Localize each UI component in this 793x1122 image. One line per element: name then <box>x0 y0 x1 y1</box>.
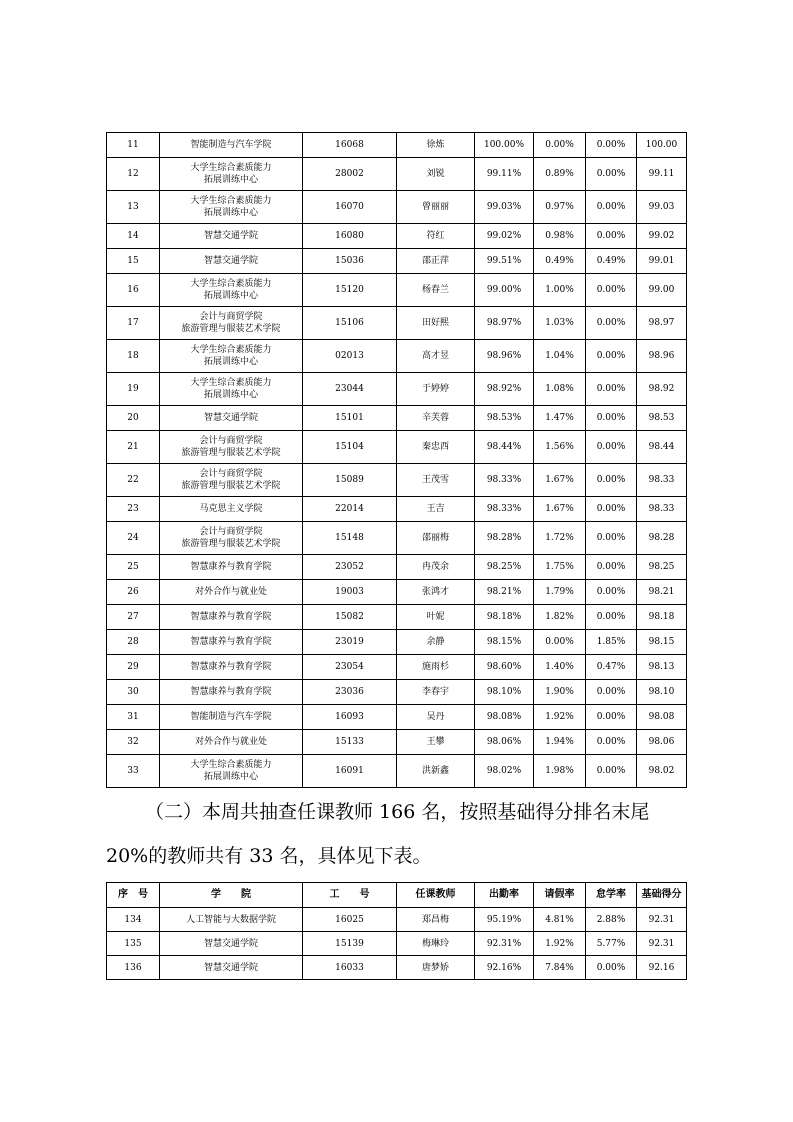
cell-absence: 0.00% <box>586 956 637 980</box>
cell-college <box>160 932 303 956</box>
cell-teacher: 张鸿才 <box>397 580 475 605</box>
ranking-table-top-body <box>107 133 687 788</box>
college-line: 大学生综合素质能力 <box>190 196 272 206</box>
college-line: 拓展训练中心 <box>203 208 258 218</box>
college-line: 会计与商贸学院 <box>199 312 263 322</box>
cell-attendance: 98.92% <box>475 373 534 406</box>
cell-leave: 1.82% <box>534 605 586 630</box>
cell-college <box>160 630 303 655</box>
college-line: 会计与商贸学院 <box>199 527 263 537</box>
cell-no: 135 <box>107 932 160 956</box>
cell-score: 99.03 <box>637 191 687 224</box>
cell-no: 16 <box>107 274 160 307</box>
cell-college <box>160 605 303 630</box>
cell-absence: 0.00% <box>586 464 637 497</box>
college-line: 拓展训练中心 <box>203 772 258 782</box>
cell-absence: 0.00% <box>586 555 637 580</box>
cell-absence: 0.00% <box>586 730 637 755</box>
cell-absence: 0.00% <box>586 605 637 630</box>
cell-leave: 1.00% <box>534 274 586 307</box>
cell-no: 25 <box>107 555 160 580</box>
cell-id: 23036 <box>303 680 397 705</box>
cell-attendance: 98.10% <box>475 680 534 705</box>
college-line: 拓展训练中心 <box>203 291 258 301</box>
cell-id: 16080 <box>303 224 397 249</box>
cell-score: 99.01 <box>637 249 687 274</box>
table-row <box>107 249 687 274</box>
cell-leave: 1.67% <box>534 464 586 497</box>
college-line: 智慧交通学院 <box>203 962 258 973</box>
college-line: 拓展训练中心 <box>203 357 258 367</box>
header-college: 学 院 <box>160 883 303 908</box>
cell-college <box>160 340 303 373</box>
header-id: 工 号 <box>303 883 397 908</box>
table-row <box>107 522 687 555</box>
cell-score: 92.31 <box>637 932 687 956</box>
cell-college <box>160 655 303 680</box>
cell-absence: 0.00% <box>586 191 637 224</box>
cell-leave: 0.00% <box>534 630 586 655</box>
cell-college <box>160 908 303 932</box>
cell-leave: 0.98% <box>534 224 586 249</box>
cell-no: 26 <box>107 580 160 605</box>
cell-college <box>160 705 303 730</box>
table-row <box>107 373 687 406</box>
header-absence: 怠学率 <box>586 883 637 908</box>
cell-college <box>160 224 303 249</box>
cell-attendance: 98.44% <box>475 431 534 464</box>
table-row <box>107 655 687 680</box>
cell-teacher: 秦忠西 <box>397 431 475 464</box>
ranking-table-top <box>106 132 687 788</box>
college-line: 拓展训练中心 <box>203 390 258 400</box>
cell-score: 98.33 <box>637 497 687 522</box>
cell-id: 02013 <box>303 340 397 373</box>
ranking-table-bottom <box>106 882 687 980</box>
cell-college <box>160 580 303 605</box>
cell-id: 16091 <box>303 755 397 788</box>
cell-college <box>160 730 303 755</box>
cell-college <box>160 274 303 307</box>
cell-attendance: 98.25% <box>475 555 534 580</box>
header-no: 序 号 <box>107 883 160 908</box>
college-line: 会计与商贸学院 <box>199 436 263 446</box>
cell-attendance: 98.53% <box>475 406 534 431</box>
cell-no: 24 <box>107 522 160 555</box>
cell-teacher: 王吉 <box>397 497 475 522</box>
cell-attendance: 92.31% <box>475 932 534 956</box>
cell-teacher: 梅琳玲 <box>397 932 475 956</box>
college-line: 对外合作与就业处 <box>194 737 267 747</box>
cell-leave: 1.94% <box>534 730 586 755</box>
cell-leave: 1.47% <box>534 406 586 431</box>
cell-leave: 4.81% <box>534 908 586 932</box>
cell-score: 98.25 <box>637 555 687 580</box>
cell-id: 15036 <box>303 249 397 274</box>
cell-college <box>160 464 303 497</box>
table-row <box>107 406 687 431</box>
college-line: 旅游管理与服装艺术学院 <box>181 448 281 458</box>
cell-leave: 1.90% <box>534 680 586 705</box>
header-attendance: 出勤率 <box>475 883 534 908</box>
cell-id: 15089 <box>303 464 397 497</box>
cell-teacher: 叶妮 <box>397 605 475 630</box>
cell-absence: 0.00% <box>586 431 637 464</box>
cell-absence: 0.00% <box>586 580 637 605</box>
table-row <box>107 340 687 373</box>
cell-leave: 1.56% <box>534 431 586 464</box>
college-line: 拓展训练中心 <box>203 175 258 185</box>
table-header-row <box>107 883 687 908</box>
table-row <box>107 191 687 224</box>
college-line: 旅游管理与服装艺术学院 <box>181 481 281 491</box>
table-row <box>107 133 687 158</box>
table-row <box>107 908 687 932</box>
cell-leave: 1.03% <box>534 307 586 340</box>
cell-no: 20 <box>107 406 160 431</box>
cell-college <box>160 555 303 580</box>
cell-score: 99.00 <box>637 274 687 307</box>
college-line: 智慧康养与教育学院 <box>190 612 272 622</box>
cell-college <box>160 158 303 191</box>
cell-no: 33 <box>107 755 160 788</box>
table-row <box>107 307 687 340</box>
cell-no: 28 <box>107 630 160 655</box>
table-row <box>107 730 687 755</box>
cell-attendance: 98.97% <box>475 307 534 340</box>
cell-college <box>160 522 303 555</box>
cell-score: 98.13 <box>637 655 687 680</box>
cell-teacher: 洪新鑫 <box>397 755 475 788</box>
cell-score: 92.31 <box>637 908 687 932</box>
cell-id: 15101 <box>303 406 397 431</box>
cell-attendance: 99.11% <box>475 158 534 191</box>
cell-teacher: 田好熙 <box>397 307 475 340</box>
cell-absence: 2.88% <box>586 908 637 932</box>
cell-college <box>160 431 303 464</box>
cell-no: 18 <box>107 340 160 373</box>
table-row <box>107 956 687 980</box>
college-line: 大学生综合素质能力 <box>190 378 272 388</box>
cell-teacher: 冉茂余 <box>397 555 475 580</box>
college-line: 对外合作与就业处 <box>194 587 267 597</box>
cell-attendance: 99.02% <box>475 224 534 249</box>
cell-absence: 0.00% <box>586 373 637 406</box>
cell-college <box>160 373 303 406</box>
header-teacher: 任课教师 <box>397 883 475 908</box>
cell-attendance: 100.00% <box>475 133 534 158</box>
cell-no: 15 <box>107 249 160 274</box>
cell-teacher: 吴丹 <box>397 705 475 730</box>
cell-teacher: 邵正萍 <box>397 249 475 274</box>
cell-no: 17 <box>107 307 160 340</box>
cell-attendance: 98.06% <box>475 730 534 755</box>
cell-attendance: 98.33% <box>475 497 534 522</box>
table-row <box>107 580 687 605</box>
cell-id: 16033 <box>303 956 397 980</box>
cell-id: 22014 <box>303 497 397 522</box>
header-leave: 请假率 <box>534 883 586 908</box>
college-line: 大学生综合素质能力 <box>190 163 272 173</box>
cell-no: 12 <box>107 158 160 191</box>
cell-id: 16070 <box>303 191 397 224</box>
cell-no: 32 <box>107 730 160 755</box>
cell-absence: 0.00% <box>586 705 637 730</box>
table-row <box>107 274 687 307</box>
cell-absence: 0.00% <box>586 133 637 158</box>
cell-leave: 1.04% <box>534 340 586 373</box>
cell-score: 98.18 <box>637 605 687 630</box>
cell-id: 28002 <box>303 158 397 191</box>
cell-id: 16025 <box>303 908 397 932</box>
cell-absence: 0.47% <box>586 655 637 680</box>
cell-teacher: 曾丽丽 <box>397 191 475 224</box>
cell-teacher: 于婷婷 <box>397 373 475 406</box>
cell-absence: 0.00% <box>586 307 637 340</box>
cell-teacher: 刘锐 <box>397 158 475 191</box>
table-row <box>107 497 687 522</box>
cell-absence: 0.00% <box>586 522 637 555</box>
cell-college <box>160 307 303 340</box>
college-line: 智慧康养与教育学院 <box>190 662 272 672</box>
cell-teacher: 邵丽梅 <box>397 522 475 555</box>
cell-teacher: 辛芙蓉 <box>397 406 475 431</box>
cell-college <box>160 680 303 705</box>
cell-attendance: 98.60% <box>475 655 534 680</box>
cell-score: 98.53 <box>637 406 687 431</box>
college-line: 会计与商贸学院 <box>199 469 263 479</box>
cell-college <box>160 191 303 224</box>
cell-leave: 0.49% <box>534 249 586 274</box>
cell-leave: 1.40% <box>534 655 586 680</box>
cell-teacher: 杨春兰 <box>397 274 475 307</box>
cell-score: 100.00 <box>637 133 687 158</box>
cell-no: 21 <box>107 431 160 464</box>
college-line: 马克思主义学院 <box>199 504 263 514</box>
cell-id: 16093 <box>303 705 397 730</box>
cell-id: 23054 <box>303 655 397 680</box>
cell-attendance: 98.02% <box>475 755 534 788</box>
cell-attendance: 98.15% <box>475 630 534 655</box>
cell-leave: 0.97% <box>534 191 586 224</box>
cell-id: 15082 <box>303 605 397 630</box>
cell-absence: 0.00% <box>586 406 637 431</box>
cell-id: 16068 <box>303 133 397 158</box>
cell-score: 98.97 <box>637 307 687 340</box>
table-row <box>107 431 687 464</box>
cell-attendance: 92.16% <box>475 956 534 980</box>
college-line: 智慧交通学院 <box>203 938 258 949</box>
cell-absence: 0.00% <box>586 680 637 705</box>
cell-no: 31 <box>107 705 160 730</box>
cell-absence: 0.00% <box>586 497 637 522</box>
college-line: 旅游管理与服装艺术学院 <box>181 324 281 334</box>
cell-attendance: 98.08% <box>475 705 534 730</box>
cell-college <box>160 497 303 522</box>
cell-no: 23 <box>107 497 160 522</box>
cell-teacher: 郑昌梅 <box>397 908 475 932</box>
table-row <box>107 605 687 630</box>
cell-absence: 0.00% <box>586 158 637 191</box>
summary-paragraph-line-1: （二）本周共抽查任课教师 166 名，按照基础得分排名末尾 <box>145 801 650 823</box>
cell-no: 29 <box>107 655 160 680</box>
cell-no: 134 <box>107 908 160 932</box>
cell-attendance: 99.03% <box>475 191 534 224</box>
cell-score: 98.02 <box>637 755 687 788</box>
summary-paragraph-line-2: 20%的教师共有 33 名，具体见下表。 <box>106 845 432 867</box>
cell-id: 15139 <box>303 932 397 956</box>
cell-no: 19 <box>107 373 160 406</box>
cell-absence: 0.00% <box>586 340 637 373</box>
college-line: 大学生综合素质能力 <box>190 760 272 770</box>
cell-attendance: 98.33% <box>475 464 534 497</box>
table-row <box>107 224 687 249</box>
cell-college <box>160 406 303 431</box>
college-line: 大学生综合素质能力 <box>190 279 272 289</box>
college-line: 旅游管理与服装艺术学院 <box>181 539 281 549</box>
cell-leave: 1.92% <box>534 705 586 730</box>
cell-absence: 0.49% <box>586 249 637 274</box>
college-line: 智能制造与汽车学院 <box>190 140 272 150</box>
cell-leave: 1.98% <box>534 755 586 788</box>
cell-absence: 1.85% <box>586 630 637 655</box>
cell-score: 99.11 <box>637 158 687 191</box>
cell-id: 15133 <box>303 730 397 755</box>
table-row <box>107 464 687 497</box>
cell-absence: 0.00% <box>586 755 637 788</box>
cell-no: 13 <box>107 191 160 224</box>
cell-leave: 1.92% <box>534 932 586 956</box>
cell-leave: 1.67% <box>534 497 586 522</box>
cell-absence: 0.00% <box>586 224 637 249</box>
cell-score: 98.28 <box>637 522 687 555</box>
cell-attendance: 95.19% <box>475 908 534 932</box>
cell-no: 11 <box>107 133 160 158</box>
college-line: 智慧康养与教育学院 <box>190 637 272 647</box>
ranking-table-bottom-body <box>107 908 687 980</box>
cell-score: 92.16 <box>637 956 687 980</box>
cell-score: 98.08 <box>637 705 687 730</box>
cell-attendance: 98.28% <box>475 522 534 555</box>
cell-score: 98.44 <box>637 431 687 464</box>
table-row <box>107 555 687 580</box>
table-row <box>107 755 687 788</box>
cell-id: 23052 <box>303 555 397 580</box>
cell-attendance: 98.96% <box>475 340 534 373</box>
cell-no: 30 <box>107 680 160 705</box>
cell-teacher: 李春宇 <box>397 680 475 705</box>
cell-attendance: 98.18% <box>475 605 534 630</box>
cell-teacher: 徐炼 <box>397 133 475 158</box>
cell-attendance: 98.21% <box>475 580 534 605</box>
cell-teacher: 余静 <box>397 630 475 655</box>
college-line: 人工智能与大数据学院 <box>185 914 276 925</box>
cell-id: 23019 <box>303 630 397 655</box>
cell-college <box>160 133 303 158</box>
cell-score: 99.02 <box>637 224 687 249</box>
college-line: 智慧康养与教育学院 <box>190 687 272 697</box>
cell-score: 98.06 <box>637 730 687 755</box>
cell-id: 15148 <box>303 522 397 555</box>
table-row <box>107 705 687 730</box>
cell-absence: 0.00% <box>586 274 637 307</box>
cell-teacher: 王攀 <box>397 730 475 755</box>
cell-attendance: 99.51% <box>475 249 534 274</box>
cell-score: 98.10 <box>637 680 687 705</box>
cell-teacher: 高才昱 <box>397 340 475 373</box>
cell-absence: 5.77% <box>586 932 637 956</box>
cell-college <box>160 956 303 980</box>
cell-leave: 1.72% <box>534 522 586 555</box>
cell-score: 98.15 <box>637 630 687 655</box>
cell-leave: 1.79% <box>534 580 586 605</box>
cell-teacher: 符红 <box>397 224 475 249</box>
cell-id: 15106 <box>303 307 397 340</box>
cell-leave: 7.84% <box>534 956 586 980</box>
table-row <box>107 680 687 705</box>
cell-college <box>160 755 303 788</box>
cell-no: 22 <box>107 464 160 497</box>
cell-id: 19003 <box>303 580 397 605</box>
cell-teacher: 施雨杉 <box>397 655 475 680</box>
cell-id: 23044 <box>303 373 397 406</box>
cell-college <box>160 249 303 274</box>
cell-leave: 0.89% <box>534 158 586 191</box>
college-line: 智能制造与汽车学院 <box>190 712 272 722</box>
cell-teacher: 王茂雪 <box>397 464 475 497</box>
cell-leave: 1.75% <box>534 555 586 580</box>
cell-no: 136 <box>107 956 160 980</box>
cell-id: 15104 <box>303 431 397 464</box>
cell-teacher: 唐梦娇 <box>397 956 475 980</box>
college-line: 智慧交通学院 <box>203 256 258 266</box>
cell-score: 98.33 <box>637 464 687 497</box>
cell-score: 98.96 <box>637 340 687 373</box>
cell-no: 14 <box>107 224 160 249</box>
table-row <box>107 932 687 956</box>
header-score: 基础得分 <box>637 883 687 908</box>
college-line: 智慧交通学院 <box>203 413 258 423</box>
table-row <box>107 630 687 655</box>
cell-leave: 1.08% <box>534 373 586 406</box>
college-line: 智慧交通学院 <box>203 231 258 241</box>
cell-score: 98.21 <box>637 580 687 605</box>
cell-no: 27 <box>107 605 160 630</box>
table-row <box>107 158 687 191</box>
cell-leave: 0.00% <box>534 133 586 158</box>
cell-id: 15120 <box>303 274 397 307</box>
college-line: 大学生综合素质能力 <box>190 345 272 355</box>
cell-score: 98.92 <box>637 373 687 406</box>
cell-attendance: 99.00% <box>475 274 534 307</box>
college-line: 智慧康养与教育学院 <box>190 562 272 572</box>
